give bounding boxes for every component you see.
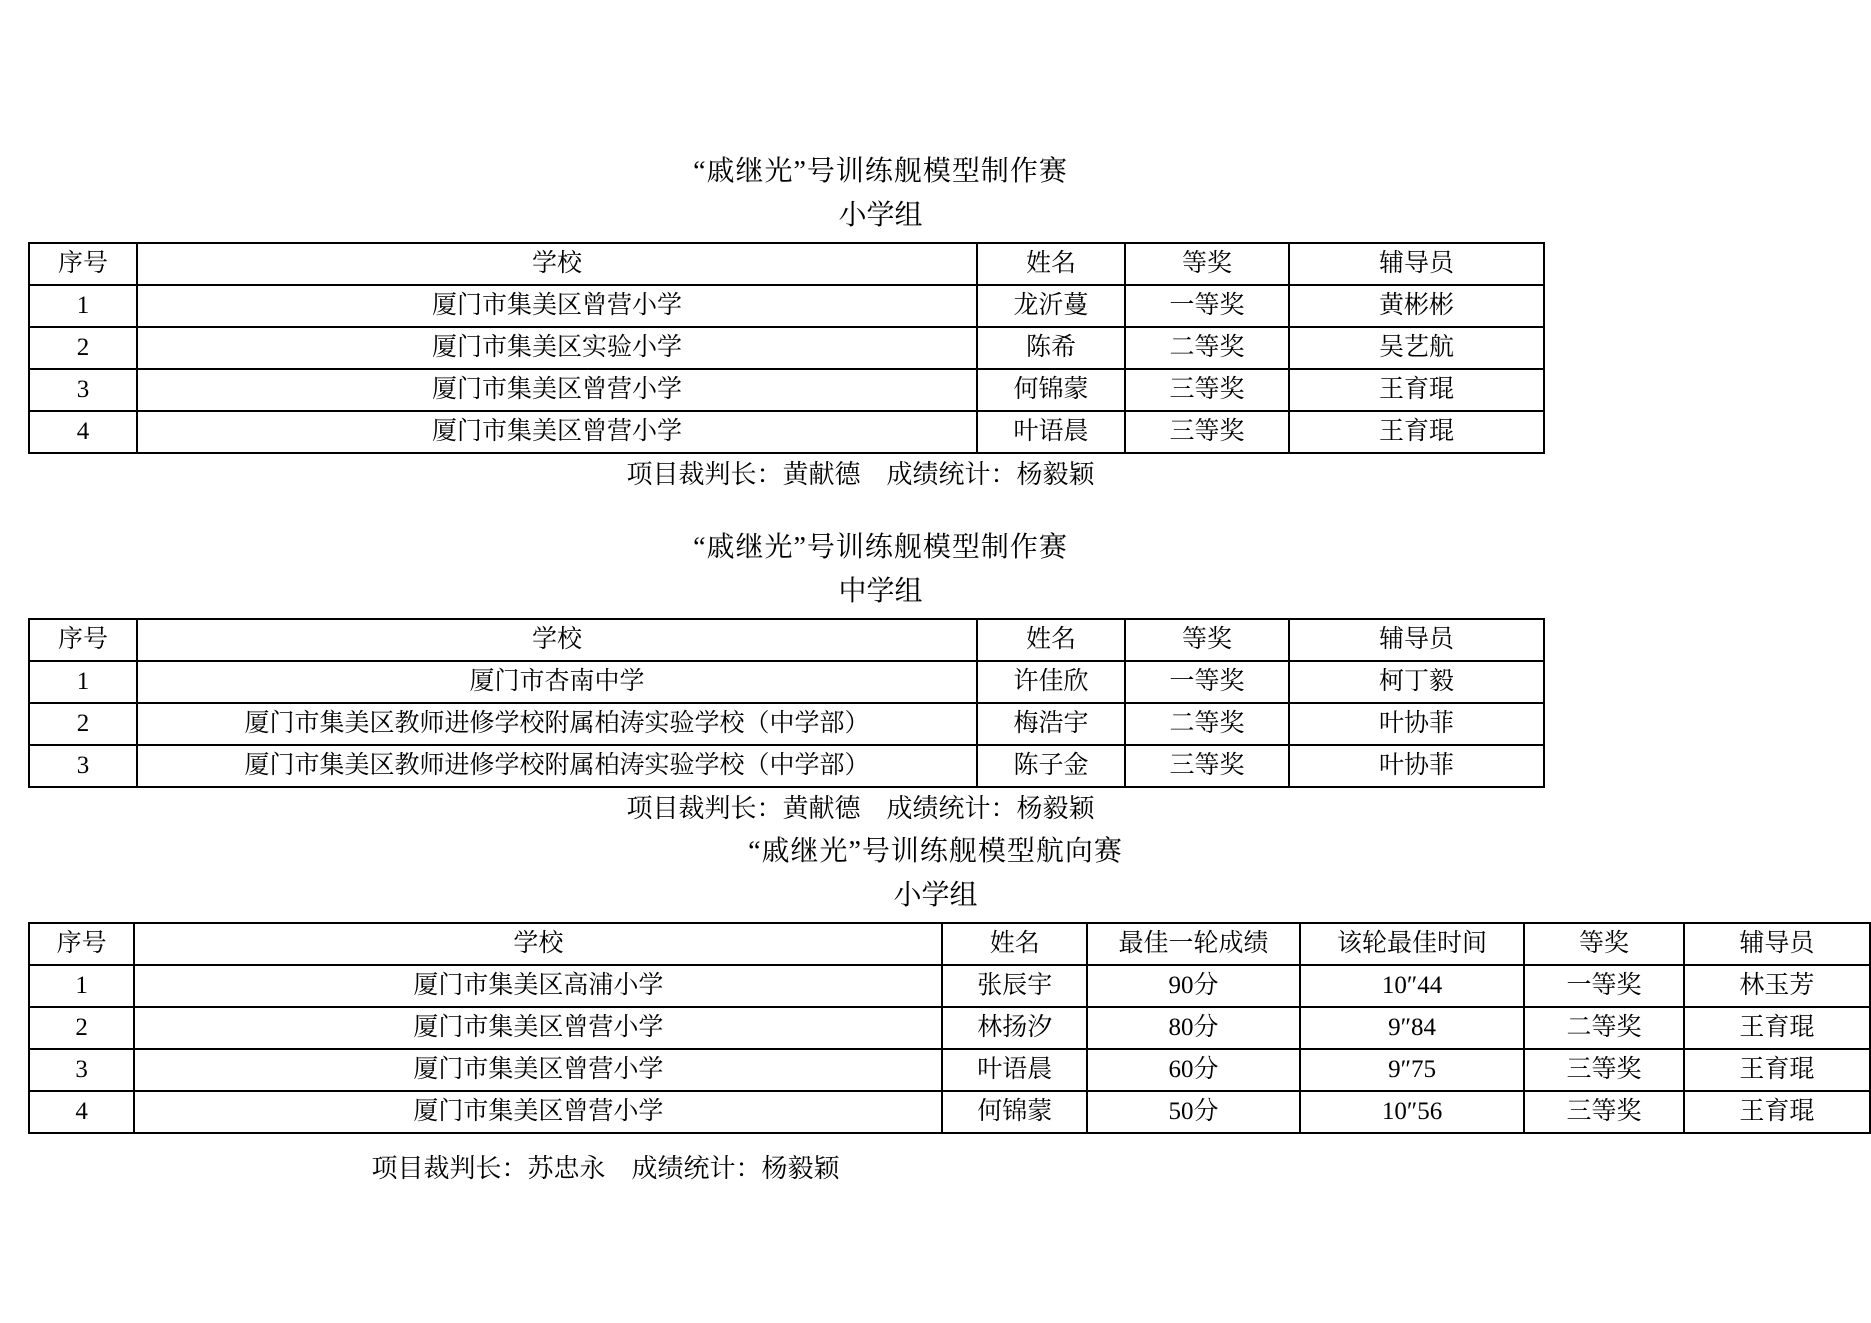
cell-award: 三等奖	[1125, 745, 1289, 787]
cell-award: 二等奖	[1125, 703, 1289, 745]
table-header-row	[29, 619, 1544, 661]
column-header-index: 序号	[29, 619, 137, 661]
table-row	[29, 1049, 1870, 1091]
table-row	[29, 369, 1544, 411]
section-title: “戚继光”号训练舰模型制作赛	[693, 156, 1068, 187]
cell-award: 一等奖	[1125, 661, 1289, 703]
column-header-coach: 辅导员	[1289, 243, 1544, 285]
column-header-award: 等奖	[1524, 923, 1684, 965]
cell-index: 3	[29, 1049, 134, 1091]
cell-index: 2	[29, 703, 137, 745]
cell-school: 厦门市集美区曾营小学	[137, 285, 977, 327]
cell-index: 2	[29, 1007, 134, 1049]
cell-best-round-score: 50分	[1087, 1091, 1300, 1133]
cell-school: 厦门市集美区曾营小学	[137, 411, 977, 453]
cell-name: 许佳欣	[977, 661, 1125, 703]
cell-school: 厦门市集美区曾营小学	[134, 1049, 942, 1091]
section-make-primary	[0, 150, 1871, 496]
results-table-make-primary	[28, 242, 1545, 454]
section-footer: 项目裁判长：苏忠永 成绩统计：杨毅颖	[371, 1154, 840, 1183]
section-subtitle: 小学组	[838, 200, 923, 231]
cell-coach: 黄彬彬	[1289, 285, 1544, 327]
cell-award: 一等奖	[1524, 965, 1684, 1007]
cell-best-round-score: 90分	[1087, 965, 1300, 1007]
section-navigation-primary	[0, 830, 1871, 1190]
section-footer: 项目裁判长：黄献德 成绩统计：杨毅颖	[626, 794, 1095, 823]
cell-award: 二等奖	[1125, 327, 1289, 369]
table-header-row	[29, 923, 1870, 965]
column-header-school: 学校	[134, 923, 942, 965]
cell-school: 厦门市集美区高浦小学	[134, 965, 942, 1007]
cell-coach: 王育琨	[1684, 1049, 1870, 1091]
column-header-coach: 辅导员	[1684, 923, 1870, 965]
table-header-row	[29, 243, 1544, 285]
column-header-name: 姓名	[977, 619, 1125, 661]
cell-award: 三等奖	[1125, 369, 1289, 411]
cell-school: 厦门市集美区教师进修学校附属柏涛实验学校（中学部）	[137, 703, 977, 745]
column-header-school: 学校	[137, 619, 977, 661]
column-header-award: 等奖	[1125, 243, 1289, 285]
table-row	[29, 327, 1544, 369]
table-row	[29, 745, 1544, 787]
column-header-name: 姓名	[942, 923, 1087, 965]
cell-best-round-score: 80分	[1087, 1007, 1300, 1049]
cell-coach: 吴艺航	[1289, 327, 1544, 369]
column-header-best-round-score: 最佳一轮成绩	[1087, 923, 1300, 965]
cell-name: 龙沂蔓	[977, 285, 1125, 327]
cell-index: 1	[29, 965, 134, 1007]
cell-award: 二等奖	[1524, 1007, 1684, 1049]
section-title: “戚继光”号训练舰模型制作赛	[693, 532, 1068, 563]
cell-school: 厦门市集美区曾营小学	[134, 1007, 942, 1049]
cell-best-round-time: 10″44	[1300, 965, 1524, 1007]
cell-coach: 叶协菲	[1289, 703, 1544, 745]
spacer	[0, 496, 1871, 526]
table-row	[29, 661, 1544, 703]
cell-index: 4	[29, 1091, 134, 1133]
table-row	[29, 965, 1870, 1007]
cell-coach: 王育琨	[1289, 369, 1544, 411]
cell-coach: 柯丁毅	[1289, 661, 1544, 703]
cell-name: 梅浩宇	[977, 703, 1125, 745]
column-header-name: 姓名	[977, 243, 1125, 285]
cell-school: 厦门市集美区曾营小学	[134, 1091, 942, 1133]
column-header-school: 学校	[137, 243, 977, 285]
cell-award: 一等奖	[1125, 285, 1289, 327]
cell-name: 叶语晨	[977, 411, 1125, 453]
cell-name: 叶语晨	[942, 1049, 1087, 1091]
cell-name: 陈子金	[977, 745, 1125, 787]
cell-name: 陈希	[977, 327, 1125, 369]
cell-name: 张辰宇	[942, 965, 1087, 1007]
spacer	[0, 1134, 1871, 1148]
section-subtitle: 小学组	[893, 880, 978, 911]
cell-best-round-score: 60分	[1087, 1049, 1300, 1091]
cell-index: 2	[29, 327, 137, 369]
results-table-make-middle	[28, 618, 1545, 788]
cell-coach: 王育琨	[1289, 411, 1544, 453]
cell-index: 4	[29, 411, 137, 453]
cell-name: 何锦蒙	[977, 369, 1125, 411]
table-row	[29, 703, 1544, 745]
column-header-best-round-time: 该轮最佳时间	[1300, 923, 1524, 965]
cell-best-round-time: 10″56	[1300, 1091, 1524, 1133]
column-header-award: 等奖	[1125, 619, 1289, 661]
cell-best-round-time: 9″84	[1300, 1007, 1524, 1049]
table-row	[29, 1091, 1870, 1133]
column-header-coach: 辅导员	[1289, 619, 1544, 661]
column-header-index: 序号	[29, 923, 134, 965]
cell-school: 厦门市集美区教师进修学校附属柏涛实验学校（中学部）	[137, 745, 977, 787]
cell-best-round-time: 9″75	[1300, 1049, 1524, 1091]
cell-name: 林扬汐	[942, 1007, 1087, 1049]
cell-index: 3	[29, 745, 137, 787]
cell-award: 三等奖	[1524, 1091, 1684, 1133]
cell-coach: 王育琨	[1684, 1007, 1870, 1049]
table-row	[29, 285, 1544, 327]
cell-coach: 王育琨	[1684, 1091, 1870, 1133]
cell-coach: 叶协菲	[1289, 745, 1544, 787]
cell-school: 厦门市集美区曾营小学	[137, 369, 977, 411]
cell-name: 何锦蒙	[942, 1091, 1087, 1133]
section-subtitle: 中学组	[838, 576, 923, 607]
cell-award: 三等奖	[1125, 411, 1289, 453]
cell-award: 三等奖	[1524, 1049, 1684, 1091]
cell-index: 1	[29, 285, 137, 327]
cell-school: 厦门市杏南中学	[137, 661, 977, 703]
cell-coach: 林玉芳	[1684, 965, 1870, 1007]
table-row	[29, 411, 1544, 453]
cell-index: 1	[29, 661, 137, 703]
section-make-middle	[0, 526, 1871, 830]
column-header-index: 序号	[29, 243, 137, 285]
section-footer: 项目裁判长：黄献德 成绩统计：杨毅颖	[626, 460, 1095, 489]
table-row	[29, 1007, 1870, 1049]
results-table-navigation-primary	[28, 922, 1871, 1134]
cell-school: 厦门市集美区实验小学	[137, 327, 977, 369]
section-title: “戚继光”号训练舰模型航向赛	[748, 836, 1123, 867]
cell-index: 3	[29, 369, 137, 411]
